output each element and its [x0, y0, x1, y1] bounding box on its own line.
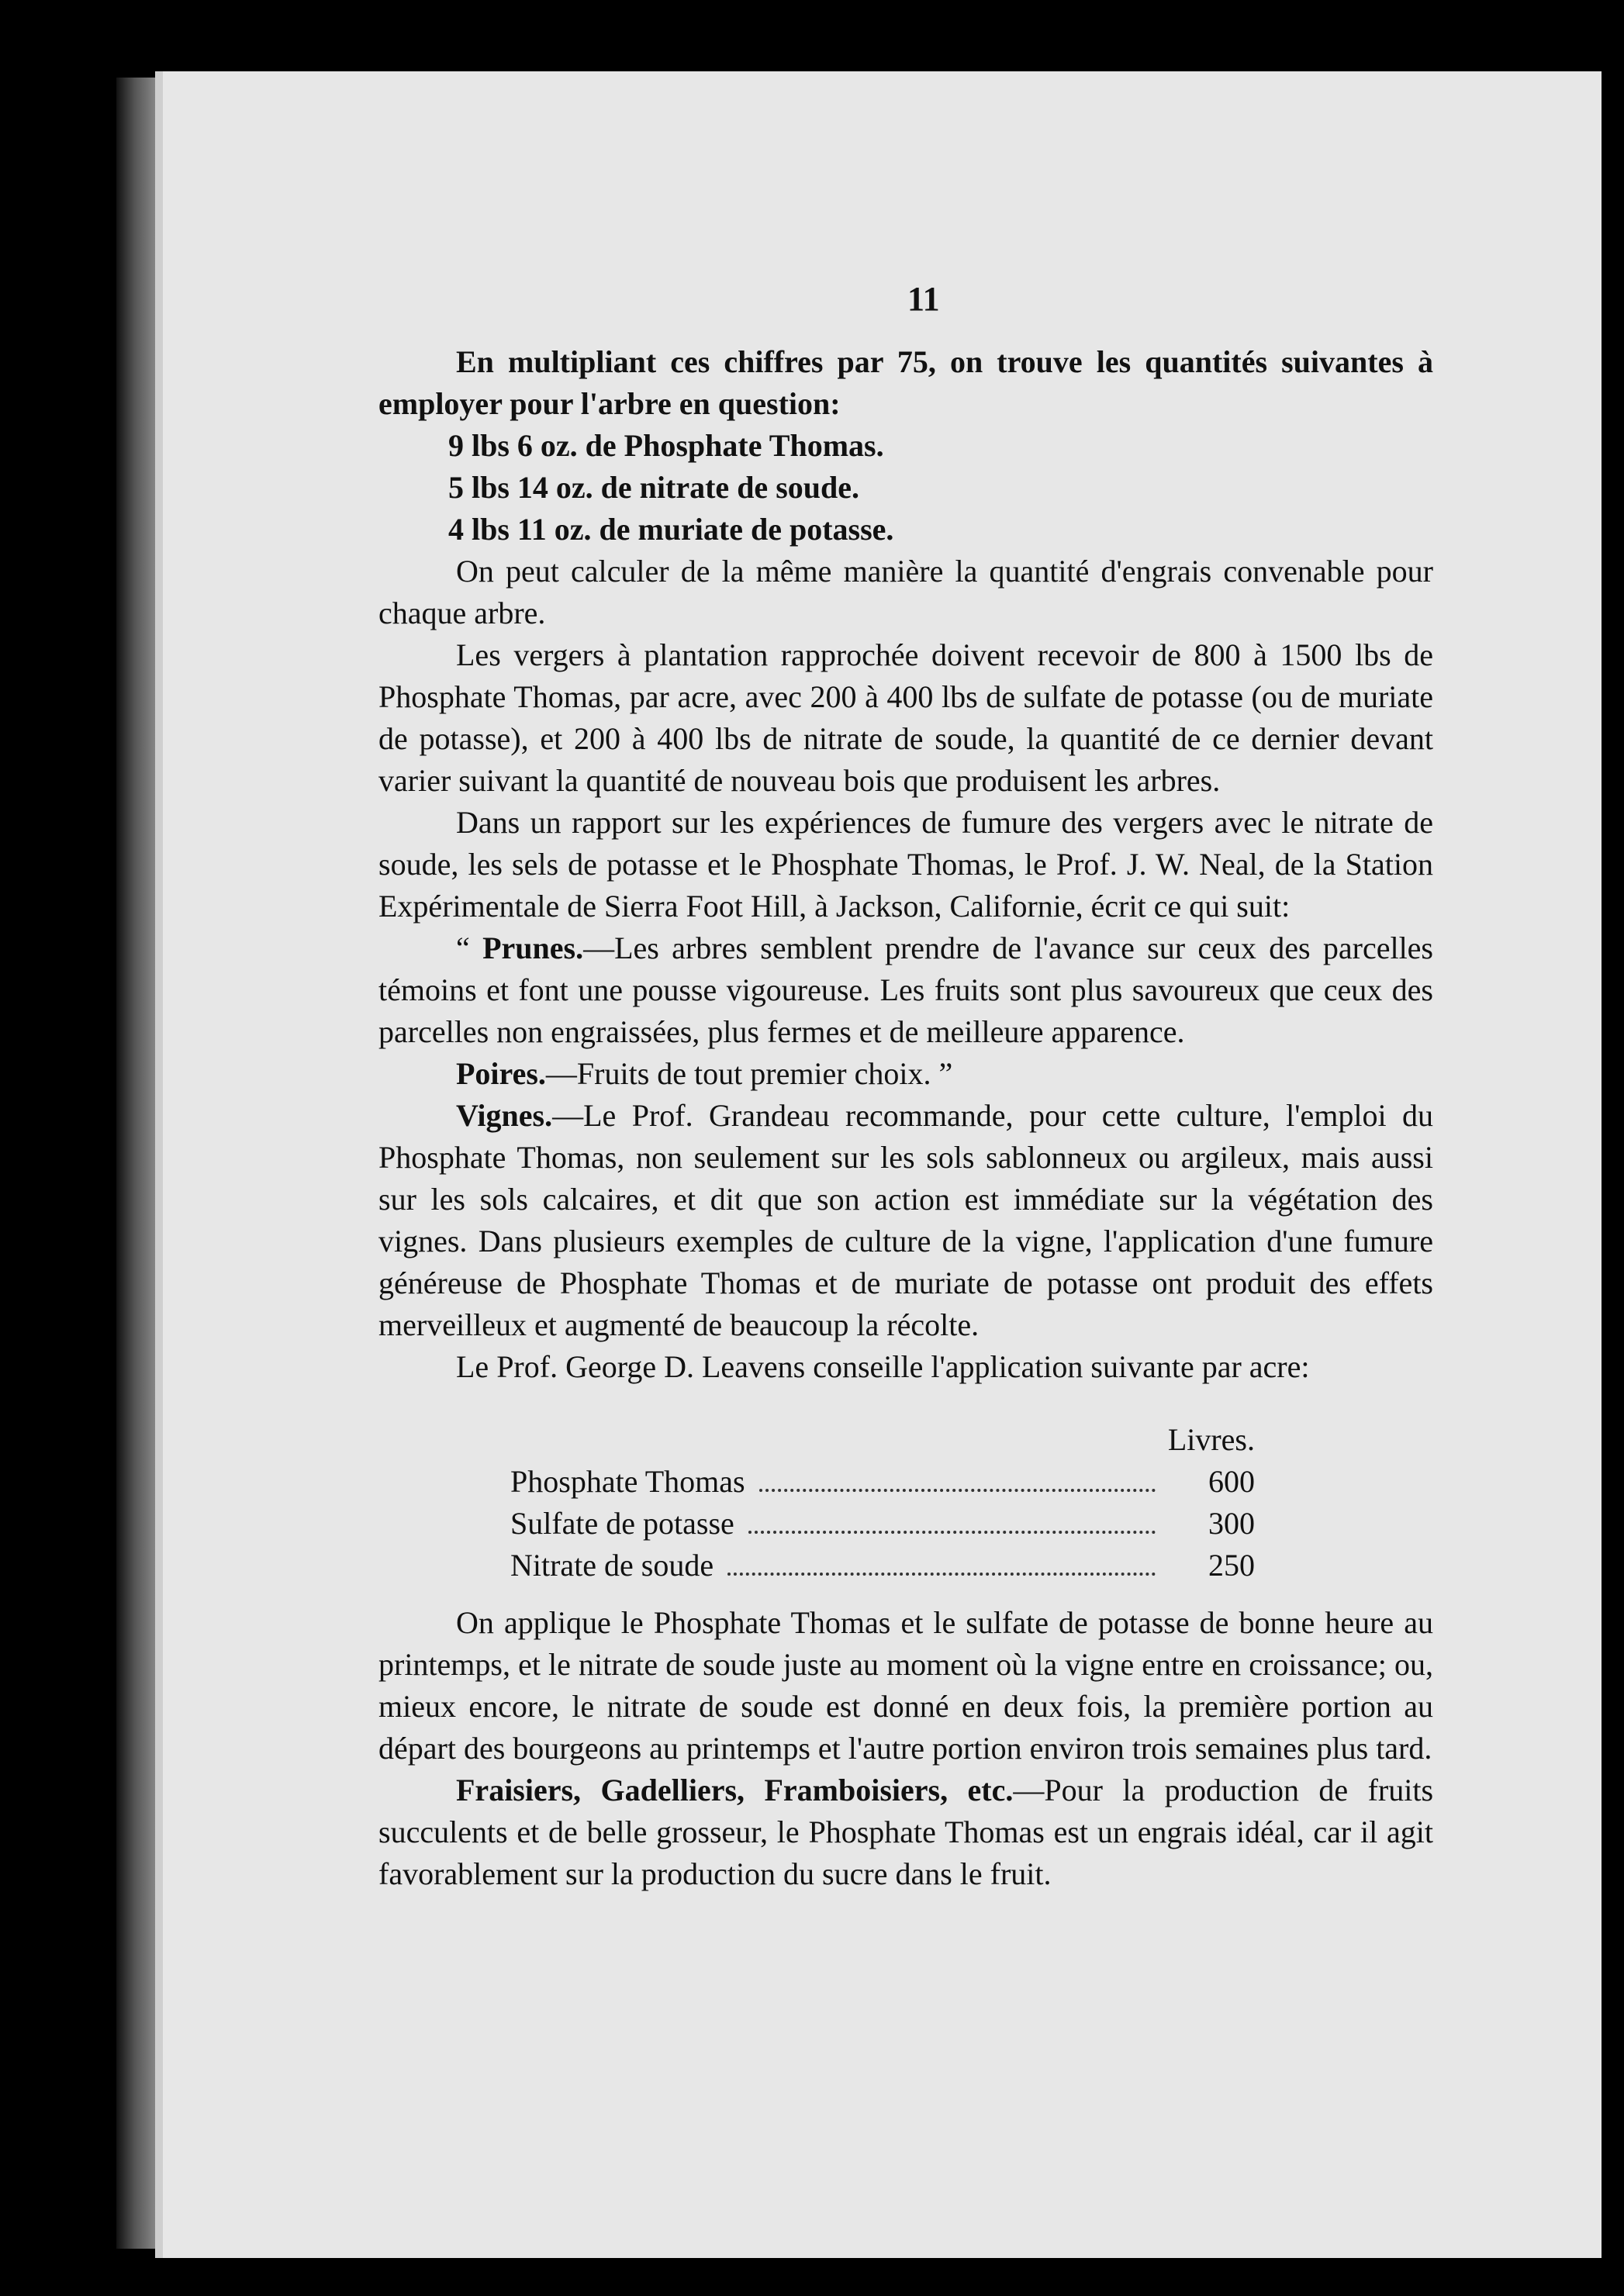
paragraph: Les vergers à plantation rapprochée doivent recevoir de 800 à 1500 lbs de Phosphate Thomas, par acre, avec 200 à 400 lbs de sulfate de potasse (ou de muriate de potasse), et 200 à 400 lbs de nitrate de soude, la quantité de ce dernier devant varier suivant la quantité de nouveau bois que produisent les arbres.	[378, 637, 1433, 798]
row-label: Phosphate Thomas	[510, 1464, 745, 1499]
table-row	[510, 1503, 1255, 1545]
paragraph-fraisiers	[378, 1769, 1433, 1895]
row-value: 300	[1208, 1506, 1255, 1541]
list-item: 5 lbs 14 oz. de nitrate de soude.	[448, 470, 859, 505]
row-label: Sulfate de potasse	[510, 1506, 734, 1541]
table-row	[510, 1545, 1255, 1586]
leader-dots	[748, 1503, 1156, 1534]
fertilizer-table	[510, 1419, 1255, 1586]
paragraph: On applique le Phosphate Thomas et le sulfate de potasse de bonne heure au printemps, et le nitrate de soude juste au moment où la vigne entre en croissance; ou, mieux encore, le nitrate de soude est donné en deux fois, la première portion au départ des bourgeons au printemps et l'autre portion environ trois semaines plus tard.	[378, 1605, 1433, 1766]
table-header: Livres.	[1167, 1422, 1255, 1457]
paragraph: Dans un rapport sur les expériences de fumure des vergers avec le nitrate de soude, les sels de potasse et le Phosphate Thomas, le Prof. J. W. Neal, de la Station Expérimentale de Sierra Foot Hill, à Jackson, Californie, écrit ce qui suit:	[378, 805, 1433, 924]
prunes-text: —Les arbres semblent prendre de l'avance sur ceux des parcelles témoins et font une pousse vigoureuse. Les fruits sont plus savoureux que ceux des parcelles non engraissées, plus fermes et de meilleure apparence.	[378, 930, 1433, 1049]
paragraph-intro: En multipliant ces chiffres par 75, on trouve les quantités suivantes à employer pour l'arbre en question:	[378, 344, 1433, 421]
prunes-label: Prunes.	[482, 930, 584, 965]
poires-label: Poires.	[456, 1056, 546, 1091]
row-value: 250	[1208, 1548, 1255, 1583]
vignes-text: —Le Prof. Grandeau recommande, pour cette culture, l'emploi du Phosphate Thomas, non seulement sur les sols sablonneux ou argileux, mais aussi sur les sols calcaires, et dit que son action est immédiate sur la végétation des vignes. Dans plusieurs exemples de culture de la vigne, l'application d'une fumure généreuse de Phosphate Thomas et de muriate de potasse ont produit des effets merveilleux et augmenté de beaucoup la récolte.	[378, 1098, 1433, 1342]
list-item: 9 lbs 6 oz. de Phosphate Thomas.	[448, 428, 884, 463]
paragraph-poires	[378, 1053, 1433, 1095]
page-body	[378, 341, 1433, 1895]
fraisiers-label: Fraisiers, Gadelliers, Framboisiers, etc.	[456, 1773, 1014, 1807]
row-value: 600	[1208, 1464, 1255, 1499]
paragraph: Le Prof. George D. Leavens conseille l'application suivante par acre:	[456, 1349, 1310, 1384]
paragraph-vignes	[378, 1095, 1433, 1346]
leader-dots	[759, 1461, 1156, 1492]
leader-dots	[727, 1545, 1156, 1576]
fraisiers-text: —Pour la production de fruits succulents et de belle grosseur, le Phosphate Thomas est un engrais idéal, car il agit favorablement sur la production du sucre dans le fruit.	[378, 1773, 1434, 1891]
table-row	[510, 1461, 1255, 1503]
list-item: 4 lbs 11 oz. de muriate de potasse.	[448, 512, 894, 547]
poires-text: —Fruits de tout premier choix. ”	[545, 1056, 953, 1091]
row-label: Nitrate de soude	[510, 1548, 714, 1583]
paragraph: On peut calculer de la même manière la quantité d'engrais convenable pour chaque arbre.	[378, 554, 1433, 630]
page-number: 11	[907, 280, 940, 318]
paragraph-prunes	[378, 927, 1433, 1053]
open-quote: “	[456, 930, 483, 965]
vignes-label: Vignes.	[456, 1098, 553, 1133]
